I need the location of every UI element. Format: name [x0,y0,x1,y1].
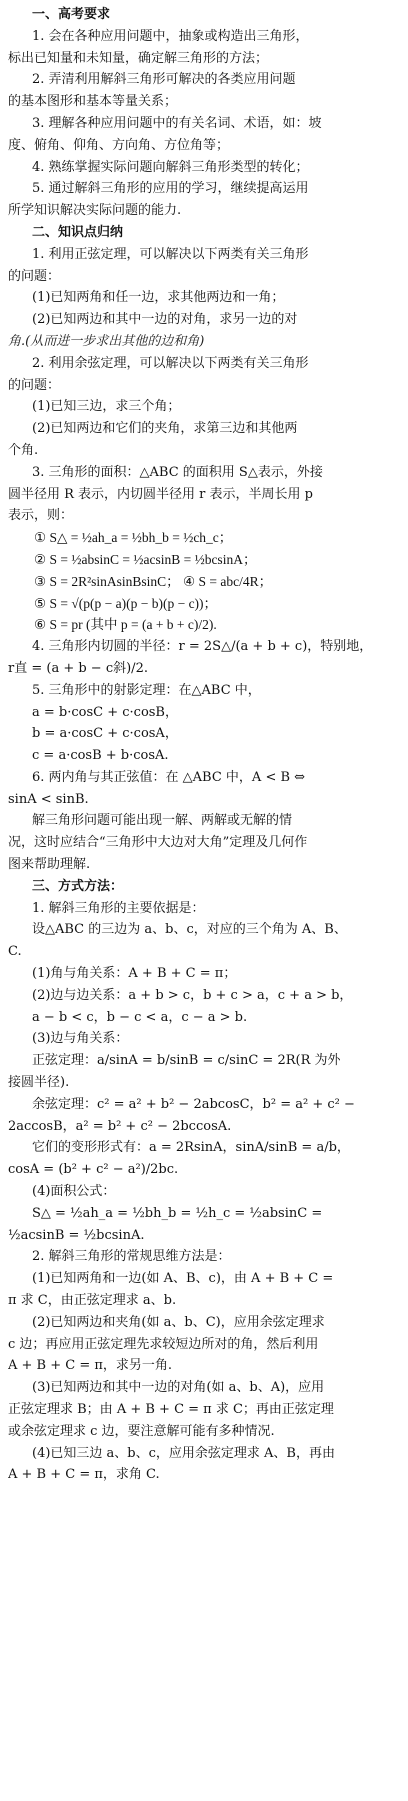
formula-line: ① S△ = ½ah_a = ½bh_b = ½ch_c； [34,530,233,546]
text-line: r直 = (a + b − c斜)/2. [8,660,148,676]
text-line: c = a·cosB + b·cosA. [32,748,169,764]
text-line: (2)已知两边和它们的夹角，求第三边和其他两 [32,421,298,437]
text-line: 2. 弄清利用解斜三角形可解决的各类应用问题 [32,72,296,88]
text-line: (1)已知两角和一边(如 A、B、c)，由 A + B + C = [32,1271,334,1287]
text-line: (3)已知两边和其中一边的对角(如 a、b、A)，应用 [32,1380,325,1396]
text-line: 1. 利用正弦定理，可以解决以下两类有关三角形 [32,246,309,262]
text-line: (2)边与边关系：a + b > c，b + c > a，c + a > b， [32,987,353,1003]
text-line: 解三角形问题可能出现一解、两解或无解的情 [32,813,293,829]
text-line: 6. 两内角与其正弦值：在 △ABC 中，A < B ⇔ [32,769,306,785]
text-line: 接圆半径). [8,1075,70,1091]
section-heading: 二、知识点归纳 [32,224,124,240]
text-line: 正弦定理：a/sinA = b/sinB = c/sinC = 2R(R 为外 [32,1053,341,1069]
formula-line: ② S = ½absinC = ½acsinB = ½bcsinA； [34,551,257,567]
text-line: S△ = ½ah_a = ½bh_b = ½h_c = ½absinC = [32,1205,323,1221]
text-line: 3. 理解各种应用问题中的有关名词、术语，如：坡 [32,115,322,131]
text-line: 3. 三角形的面积：△ABC 的面积用 S△表示，外接 [32,464,323,480]
text-line: 2. 利用余弦定理，可以解决以下两类有关三角形 [32,355,309,371]
text-line: 设△ABC 的三边为 a、b、c，对应的三个角为 A、B、 [32,922,347,938]
text-line: C. [8,944,22,960]
text-line: 5. 通过解斜三角形的应用的学习，继续提高运用 [32,181,309,197]
formula-line: ⑤ S = √(p(p − a)(p − b)(p − c))； [34,595,218,611]
text-line: 4. 熟练掌握实际问题向解斜三角形类型的转化； [32,159,309,175]
text-line: (1)角与角关系：A + B + C = π； [32,966,237,982]
text-line: 个角. [8,442,39,458]
text-line: sinA < sinB. [8,791,89,807]
text-line: 1. 解斜三角形的主要依据是： [32,900,205,916]
text-line: 2. 解斜三角形的常规思维方法是： [32,1249,231,1265]
text-line: 表示，则： [8,508,74,524]
text-line: 的问题： [8,268,61,284]
text-line: 或余弦定理求 c 边，要注意解可能有多种情况. [8,1423,275,1439]
text-line: (2)已知两边和其中一边的对角，求另一边的对 [32,312,298,328]
text-line: ½acsinB = ½bcsinA. [8,1227,145,1243]
text-line: 标出已知量和未知量，确定解三角形的方法； [8,50,269,66]
text-line: π 求 C，由正弦定理求 a、b. [8,1293,177,1309]
text-line: 的问题： [8,377,61,393]
text-line: 图来帮助理解. [8,857,91,873]
text-line: A + B + C = π，求另一角. [8,1358,173,1374]
text-line: cosA = (b² + c² − a²)/2bc. [8,1162,179,1178]
text-line: 的基本图形和基本等量关系； [8,94,178,110]
text-line: (4)已知三边 a、b、c，应用余弦定理求 A、B，再由 [32,1445,335,1461]
text-line: a − b < c，b − c < a，c − a > b. [32,1009,248,1025]
text-line: 角.(从而进一步求出其他的边和角) [8,333,205,349]
text-line: 度、俯角、仰角、方向角、方位角等； [8,137,230,153]
text-line: a = b·cosC + c·cosB， [32,704,178,720]
text-line: 5. 三角形中的射影定理：在△ABC 中， [32,682,261,698]
formula-line: ⑥ S = pr (其中 p = (a + b + c)/2). [34,617,217,633]
section-heading: 一、高考要求 [32,7,111,22]
text-line: 所学知识解决实际问题的能力. [8,203,182,219]
text-line: (1)已知三边，求三个角； [32,399,181,415]
text-line: 余弦定理：c² = a² + b² − 2abcosC，b² = a² + c² − [32,1096,355,1112]
text-line: c 边；再应用正弦定理先求较短边所对的角，然后利用 [8,1336,319,1352]
section-heading: 三、方式方法： [32,878,124,894]
text-line: (1)已知两角和任一边，求其他两边和一角； [32,290,285,306]
text-line: 4. 三角形内切圆的半径：r = 2S△/(a + b + c)，特别地， [32,639,373,655]
text-line: 圆半径用 R 表示，内切圆半径用 r 表示，半周长用 p [8,486,313,502]
text-line: (2)已知两边和夹角(如 a、b、C)，应用余弦定理求 [32,1314,325,1330]
text-line: 它们的变形形式有：a = 2RsinA，sinA/sinB = a/b， [32,1140,350,1156]
formula-line: ③ S = 2R²sinAsinBsinC； ④ S = abc/4R； [34,573,273,589]
text-line: 2accosB，a² = b² + c² − 2bccosA. [8,1118,232,1134]
text-line: (4)面积公式： [32,1184,116,1200]
text-line: 况，这时应结合“三角形中大边对大角”定理及几何作 [8,835,308,851]
text-line: 正弦定理求 B；由 A + B + C = π 求 C；再由正弦定理 [8,1402,334,1417]
text-line: b = a·cosC + c·cosA， [32,726,178,742]
text-line: 1. 会在各种应用问题中，抽象或构造出三角形， [32,28,309,44]
text-line: A + B + C = π，求角 C. [8,1467,160,1483]
text-line: (3)边与角关系： [32,1031,129,1047]
